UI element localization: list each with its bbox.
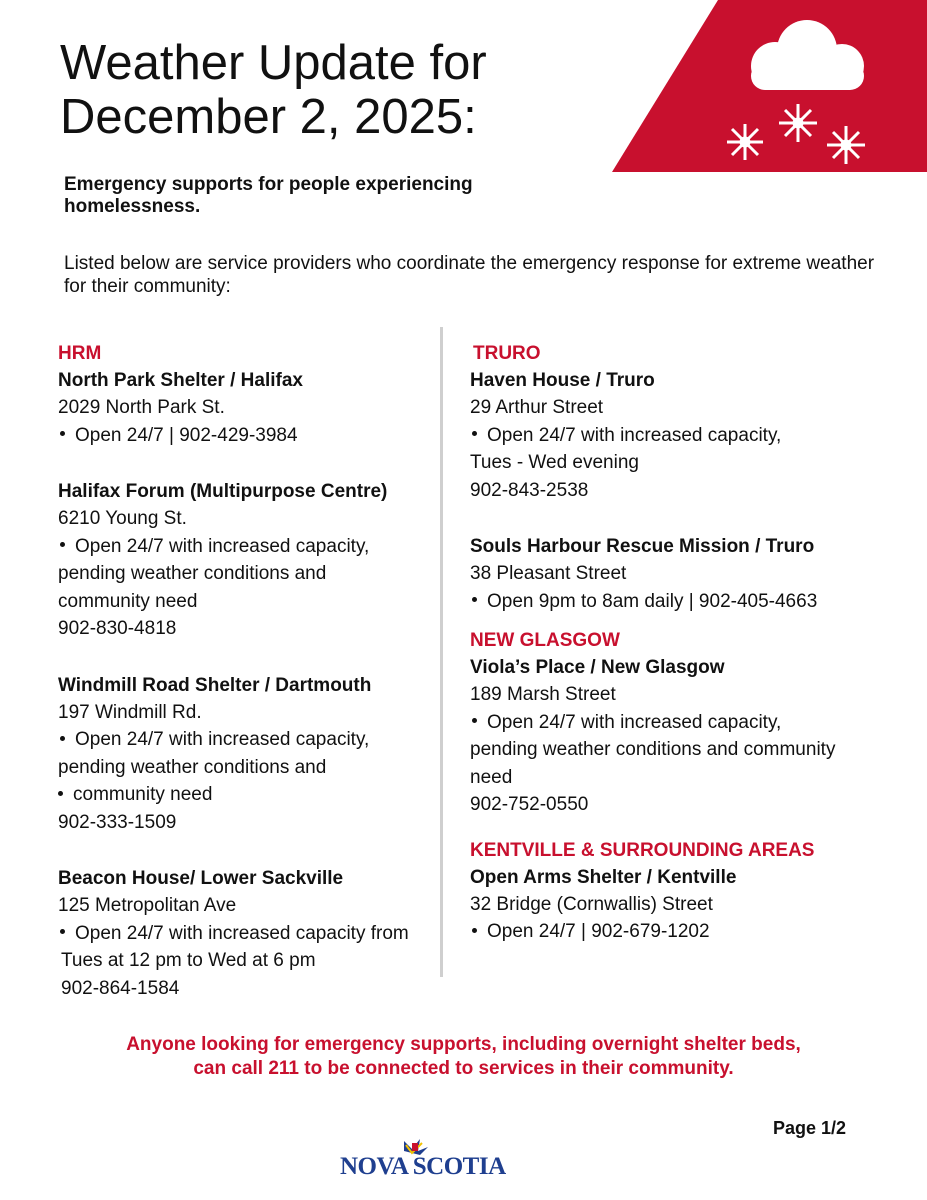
shelter-entry [470,864,890,946]
intro-heading: Emergency supports for people experiencing homelessness. [64,174,473,217]
page-title [60,36,580,144]
snowflake-icon [727,124,763,160]
right-column [470,340,890,946]
shelter-entry [58,672,438,837]
shelter-detail: Open 24/7 with increased capacity, [470,422,890,450]
shelter-entry [470,533,890,615]
shelter-phone: 902-843-2538 [470,479,589,501]
shelter-detail: Open 24/7 with increased capacity from [58,920,438,948]
shelter-name: Viola’s Place / New Glasgow [470,657,725,678]
shelter-entry [58,865,438,1002]
shelter-address: 189 Marsh Street [470,684,616,705]
shelter-name: Beacon House/ Lower Sackville [58,868,344,889]
shelter-detail-cont: community need [58,590,198,612]
shelter-phone: 902-333-1509 [58,811,177,833]
shelter-detail-cont: Tues - Wed evening [470,452,639,473]
region-heading: KENTVILLE & SURROUNDING AREAS [470,839,815,861]
note-line-2: can call 211 to be connected to services in their community. [193,1058,734,1079]
shelter-detail: Open 24/7 with increased capacity, [58,533,438,561]
shelter-address: 6210 Young St. [58,508,187,529]
column-divider [440,327,443,977]
region-heading: NEW GLASGOW [470,630,620,651]
shelter-detail-cont: need [470,766,513,788]
shelter-detail: Open 24/7 | 902-679-1202 [470,918,890,946]
region-heading: HRM [58,343,102,364]
shelter-detail-cont: pending weather conditions and [58,756,327,778]
shelter-detail: Open 24/7 with increased capacity, [470,709,890,737]
shelter-detail-cont: Tues at 12 pm to Wed at 6 pm [61,950,316,971]
shelter-name: Haven House / Truro [470,370,655,391]
title-line-2: December 2, 2025: [60,90,477,144]
shelter-detail-cont: pending weather conditions and [58,563,327,584]
call-211-note [40,1033,887,1081]
shelter-entry [470,654,890,819]
shelter-detail: Open 24/7 | 902-429-3984 [58,422,438,450]
shelter-phone: 902-752-0550 [470,794,589,815]
shelter-address: 197 Windmill Rd. [58,701,202,723]
shelter-entry [470,367,890,504]
shelter-entry [58,478,438,643]
shelter-address: 125 Metropolitan Ave [58,895,237,916]
shelter-phone: 902-830-4818 [58,618,177,639]
shelter-detail: Open 24/7 with increased capacity, [58,726,438,754]
shelter-name: Souls Harbour Rescue Mission / Truro [470,536,815,557]
shelter-entry [58,367,438,449]
page-number: Page 1/2 [773,1118,847,1138]
note-line-1: Anyone looking for emergency supports, including overnight shelter beds, [126,1034,801,1055]
shelter-address: 38 Pleasant Street [470,563,627,584]
shelter-name: Open Arms Shelter / Kentville [470,866,737,888]
shelter-name: Windmill Road Shelter / Dartmouth [58,674,372,696]
shelter-phone: 902-864-1584 [61,977,180,999]
shelter-address: 29 Arthur Street [470,397,604,418]
shelter-detail-cont: community need [56,781,438,809]
shelter-detail-cont: pending weather conditions and community [470,739,836,760]
title-line-1: Weather Update for [60,36,487,90]
intro-body: Listed below are service providers who coordinate the emergency response for extreme weather for their community: [64,253,875,297]
shelter-name: North Park Shelter / Halifax [58,370,303,391]
shelter-address: 32 Bridge (Cornwallis) Street [470,893,713,915]
shelter-address: 2029 North Park St. [58,397,225,418]
shelter-detail: Open 9pm to 8am daily | 902-405-4663 [470,588,890,616]
shelter-name: Halifax Forum (Multipurpose Centre) [58,481,388,502]
region-heading: TRURO [473,343,541,364]
left-column [58,340,438,1002]
nova-scotia-logo: NOVA SCOTIA [340,1153,506,1180]
